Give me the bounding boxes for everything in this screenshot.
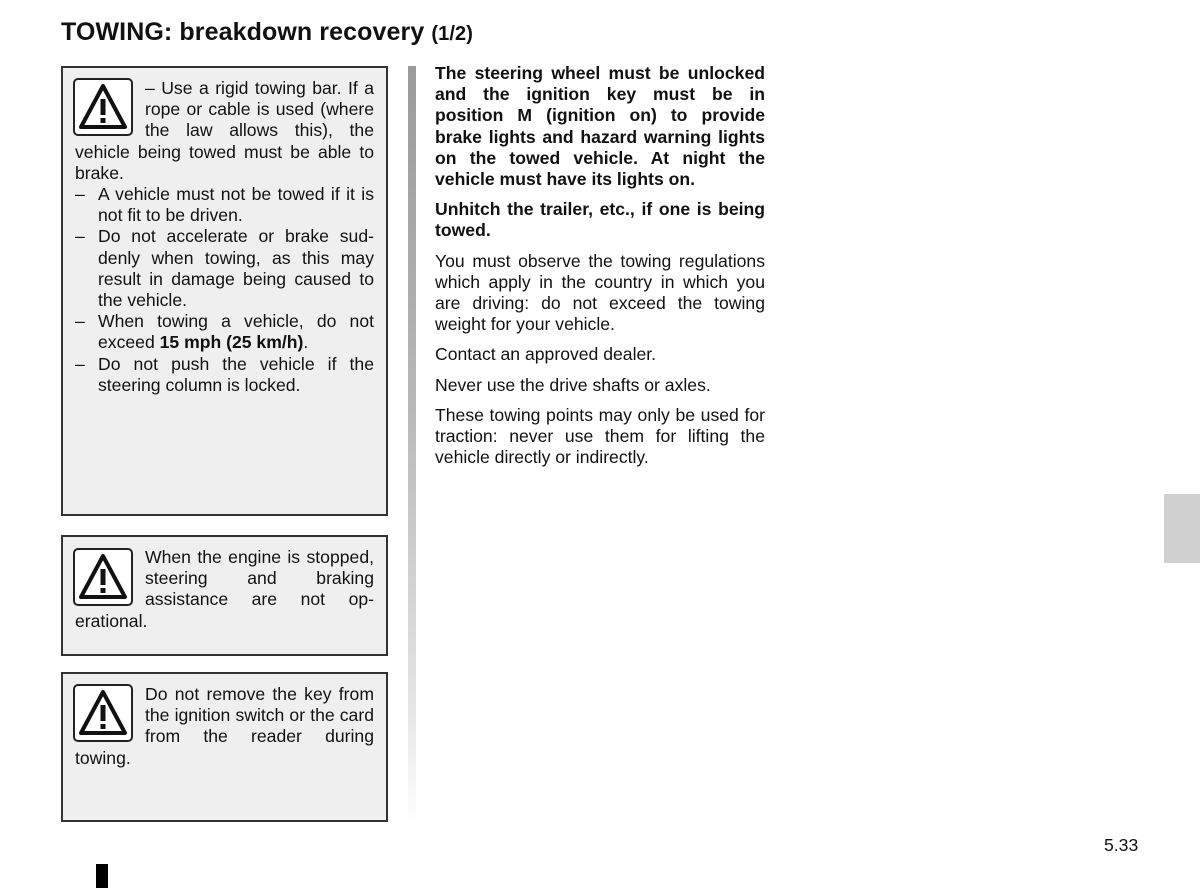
warning-item-steering-locked: – Do not push the vehicle if the steering column is locked. — [75, 353, 374, 395]
warning-box-key — [61, 672, 388, 822]
page-title — [61, 18, 473, 47]
warning-item-speed-limit: – When towing a vehicle, do not exceed 15 mph (25 km/h). — [75, 311, 374, 353]
title-main: TOWING: breakdown recovery — [61, 18, 425, 46]
paragraph-dealer: Contact an approved dealer. — [435, 344, 657, 365]
title-part: (1/2) — [431, 23, 474, 45]
main-text-column — [435, 63, 765, 477]
paragraph-steering: The steering wheel must be unlocked and the ignition key must be in position M (ignition on) to provide brake lights and hazard warning lights on the towed vehicle. At night the vehicle must have its lights on. — [435, 63, 765, 190]
warning-item-not-fit: – A vehicle must not be towed if it is not fit to be driven. — [75, 184, 374, 226]
warning-item-accelerate: – Do not accelerate or brake suddenly when towing, as this may result in damage being caused to the vehicle. — [75, 226, 374, 311]
crop-mark — [96, 864, 108, 888]
paragraph-drive-shafts: Never use the drive shafts or axles. — [435, 374, 711, 395]
page-number: 5.33 — [1104, 835, 1139, 855]
paragraph-regulations: You must observe the towing regulations which apply in the country in which you are driving: do not exceed the towing weight for your vehicle. — [435, 250, 765, 335]
warning-item-rigid-bar: – Use a rigid towing bar. If a rope or cable is used (where the law allows this), the vehicle being towed must be able to brake. — [75, 78, 374, 183]
warning-box-assistance — [61, 535, 388, 656]
paragraph-trailer: Unhitch the trailer, etc., if one is being towed. — [435, 199, 765, 241]
paragraph-towing-points: These towing points may only be used for traction: never use them for lifting the vehicle directly or indirectly. — [435, 404, 765, 468]
warning-text-assistance: When the engine is stopped, steering and braking assistance are not operational. — [75, 547, 374, 631]
warning-box-towing-rules — [61, 66, 388, 516]
column-divider — [408, 66, 416, 826]
warning-text-key: Do not remove the key from the ignition switch or the card from the reader during towing. — [75, 684, 374, 768]
section-tab — [1164, 494, 1200, 563]
